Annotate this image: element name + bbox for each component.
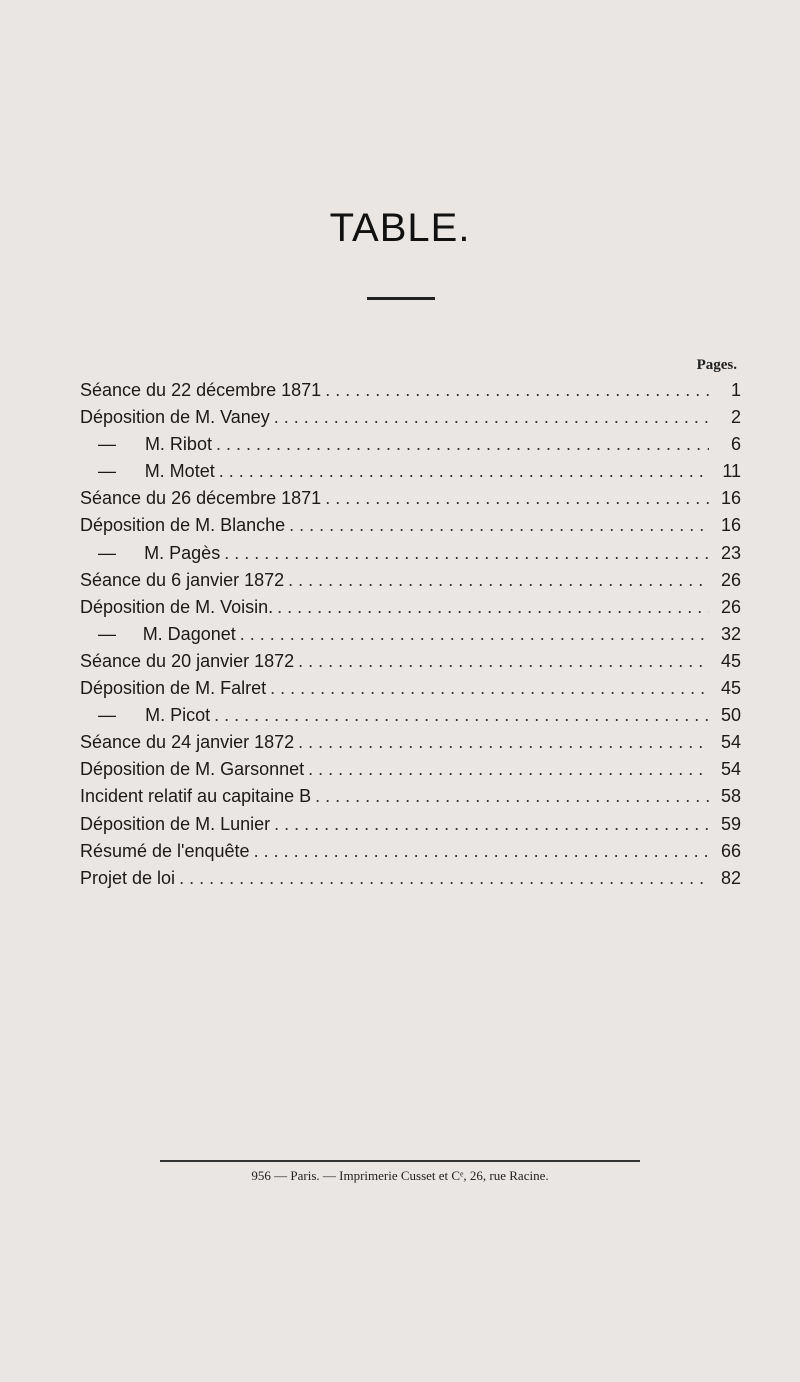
toc-entry-label: M. Ribot [144,434,212,455]
toc-entry-label: Déposition de M. Garsonnet [80,759,305,780]
toc-entry [80,759,741,786]
toc-entry-label: M. Picot [145,705,211,726]
ditto-dash: — [98,705,116,726]
dot-leader [254,841,709,862]
dot-leader [298,732,709,753]
toc-page-number: 26 [720,569,741,590]
toc-entry [80,488,741,515]
table-of-contents [80,380,741,895]
toc-page-number: 50 [720,705,741,726]
toc-entry-label: Incident relatif au capitaine B [80,786,312,807]
toc-entry [80,868,741,895]
toc-entry [80,515,741,542]
toc-page-number: 11 [722,461,741,482]
printer-imprint: 956 — Paris. — Imprimerie Cusset et Cᵉ, 26, rue Racine. [251,1168,549,1183]
pages-column-label: Pages. [696,357,737,373]
dot-leader [315,786,709,807]
toc-entry [80,461,741,488]
ditto-dash: — [98,542,116,563]
ditto-dash: — [98,461,116,482]
toc-entry [80,570,741,597]
title-rule [367,297,435,300]
dot-leader [289,515,709,536]
ditto-dash: — [98,434,116,455]
toc-page-number: 45 [720,678,741,699]
toc-entry [80,407,741,434]
toc-page-number: 2 [730,407,741,428]
toc-page-number: 16 [720,515,741,536]
dot-leader [224,543,709,564]
toc-entry [80,786,741,813]
dot-leader [277,597,709,618]
toc-page-number: 58 [720,786,741,807]
toc-page-number: 32 [720,623,741,644]
toc-entry [80,732,741,759]
toc-entry-label: M. Dagonet [142,623,236,644]
dot-leader [219,461,709,482]
toc-entry [80,814,741,841]
dot-leader [325,488,709,509]
ditto-dash: — [98,623,116,644]
toc-page-number: 54 [720,759,741,780]
toc-entry [80,705,741,732]
dot-leader [216,434,709,455]
toc-entry [80,434,741,461]
toc-entry [80,597,741,624]
toc-page-number: 59 [720,813,741,834]
dot-leader [298,651,709,672]
toc-entry-label: Déposition de M. Vaney [80,407,270,428]
toc-entry-label: Séance du 22 décembre 1871 [80,380,322,400]
toc-page-number: 1 [730,380,741,400]
toc-entry [80,543,741,570]
dot-leader [308,759,709,780]
toc-page-number: 26 [720,596,741,617]
toc-entry-label: Déposition de M. Lunier [80,813,271,834]
dot-leader [274,407,709,428]
toc-page-number: 45 [720,650,741,671]
toc-entry-label: M. Pagès [144,542,221,563]
toc-entry-label: Déposition de M. Blanche [80,515,286,536]
toc-entry-label: Déposition de M. Voisin. [80,596,274,617]
toc-page-number: 54 [720,732,741,753]
toc-entry-label: Résumé de l'enquête [80,840,250,861]
toc-page-number: 16 [720,488,741,509]
toc-page-number: 23 [720,542,741,563]
dot-leader [270,678,709,699]
toc-entry-label: Déposition de M. Falret [80,678,267,699]
dot-leader [325,380,709,401]
imprint-rule [160,1160,640,1162]
toc-entry-label: Projet de loi [80,867,176,888]
dot-leader [179,868,709,889]
dot-leader [288,570,709,591]
toc-page-number: 6 [730,434,741,455]
toc-entry-label: Séance du 24 janvier 1872 [80,732,295,753]
toc-entry [80,841,741,868]
dot-leader [214,705,709,726]
toc-entry-label: Séance du 20 janvier 1872 [80,650,295,671]
toc-entry-label: M. Motet [144,461,215,482]
dot-leader [240,624,709,645]
toc-entry [80,380,741,407]
toc-page-number: 82 [720,867,741,888]
toc-entry-label: Séance du 6 janvier 1872 [80,569,285,590]
toc-entry-label: Séance du 26 décembre 1871 [80,488,322,509]
toc-page-number: 66 [720,840,741,861]
toc-entry [80,678,741,705]
dot-leader [274,814,709,835]
page-title: TABLE. [329,206,471,250]
toc-entry [80,624,741,651]
toc-entry [80,651,741,678]
